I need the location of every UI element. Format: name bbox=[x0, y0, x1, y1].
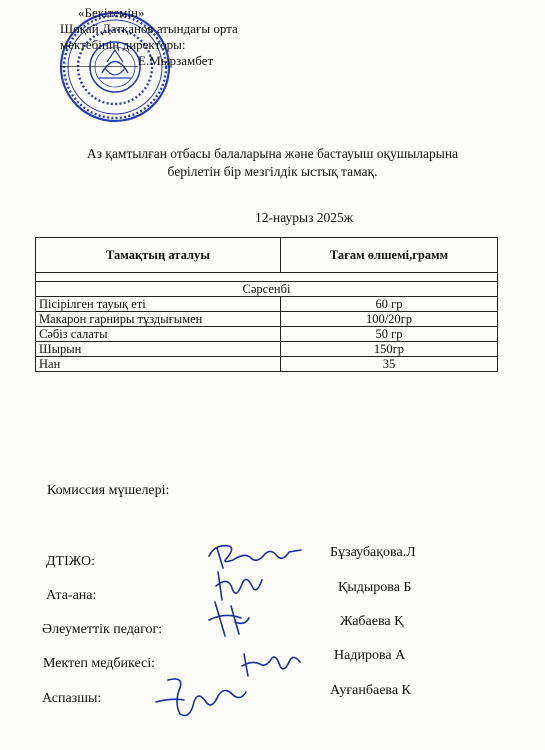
member-role: ДТІЖО: bbox=[46, 554, 95, 569]
commission-heading: Комиссия мүшелері: bbox=[47, 483, 170, 498]
document-date: 12-наурыз 2025ж bbox=[255, 210, 354, 225]
document-title-line-1: Аз қамтылған отбасы балаларына және бастауыш оқушыларына bbox=[86, 146, 459, 161]
member-name: Ауғанбаева К bbox=[330, 683, 411, 698]
member-name: Қыдырова Б bbox=[338, 580, 412, 595]
table-row bbox=[36, 312, 498, 327]
dish-name: Макарон гарниры тұздығымен bbox=[36, 312, 281, 327]
dish-name: Нан bbox=[36, 357, 281, 372]
member-role: Әлеуметтік педагог: bbox=[42, 622, 163, 637]
approval-director-signature-line: ____________Е.Мырзамбет bbox=[60, 53, 214, 68]
table-day-row bbox=[36, 282, 498, 297]
menu-table bbox=[35, 237, 498, 372]
table-row bbox=[36, 297, 498, 312]
dish-name: Сәбіз салаты bbox=[36, 327, 281, 342]
dish-amount: 150гр bbox=[281, 342, 498, 357]
dish-name: Шырын bbox=[36, 342, 281, 357]
dish-amount: 100/20гр bbox=[281, 312, 498, 327]
signature-social-pedagogue bbox=[205, 598, 255, 640]
dish-amount: 35 bbox=[281, 357, 498, 372]
table-header-row bbox=[36, 238, 498, 273]
member-role: Ата-ана: bbox=[46, 588, 97, 603]
member-role: Аспазшы: bbox=[42, 691, 102, 706]
column-header-dish: Тамақтың аталуы bbox=[36, 238, 281, 273]
dish-amount: 60 гр bbox=[281, 297, 498, 312]
approval-school-name: Шоқай Датқанов атындағы орта bbox=[60, 21, 238, 36]
day-of-week: Сәрсенбі bbox=[36, 282, 498, 297]
member-name: Надирова А bbox=[334, 648, 406, 663]
member-name: Бұзаубақова.Л bbox=[330, 545, 416, 560]
dish-name: Пісірілген тауық еті bbox=[36, 297, 281, 312]
approval-director-label: мектебінің директоры: bbox=[60, 37, 186, 52]
column-header-portion: Тағам өлшемі,грамм bbox=[281, 238, 498, 273]
approval-heading: «Бекітемін» bbox=[78, 5, 145, 20]
member-name: Жабаева Қ bbox=[340, 614, 404, 629]
table-row bbox=[36, 327, 498, 342]
dish-amount: 50 гр bbox=[281, 327, 498, 342]
signature-cook bbox=[150, 672, 250, 726]
table-row bbox=[36, 357, 498, 372]
table-spacer-row bbox=[36, 273, 498, 282]
document-title-line-2: берілетін бір мезгілдік ыстық тамақ. bbox=[167, 164, 378, 179]
member-role: Мектеп медбикесі: bbox=[43, 656, 156, 671]
table-row bbox=[36, 342, 498, 357]
